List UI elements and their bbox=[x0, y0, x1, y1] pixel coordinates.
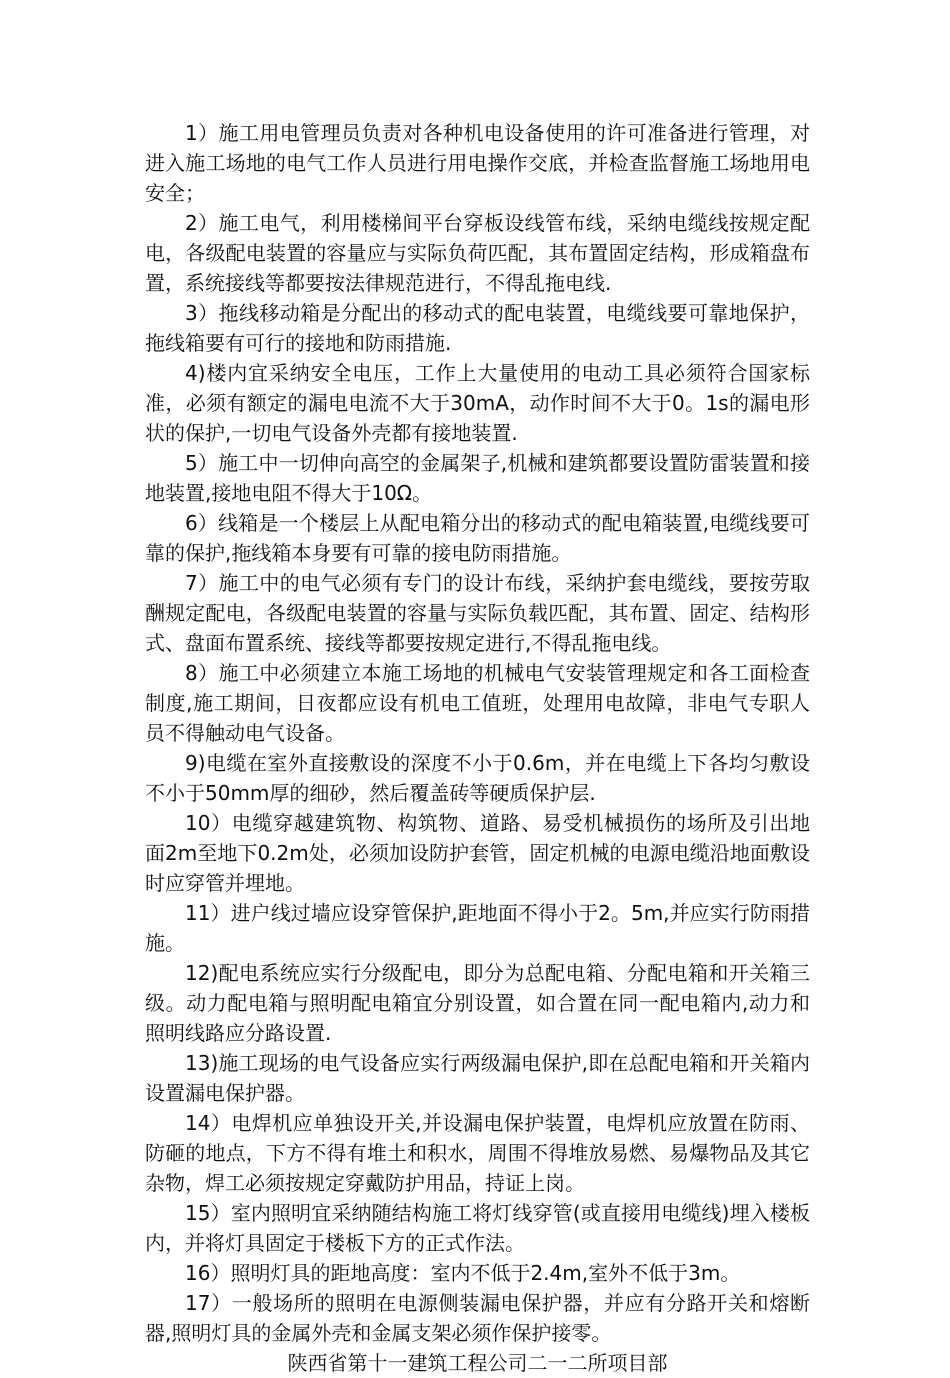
document-footer: 陕西省第十一建筑工程公司二一二所项目部 bbox=[287, 1351, 668, 1375]
paragraph-15: 15）室内照明宜采纳随结构施工将灯线穿管(或直接用电缆线)埋入楼板内，并将灯具固定于楼板下方的正式作法。 bbox=[145, 1201, 810, 1255]
paragraph-11: 11）进户线过墙应设穿管保护,距地面不得小于2。5m,并应实行防雨措施。 bbox=[145, 901, 810, 955]
paragraph-13: 13)施工现场的电气设备应实行两级漏电保护,即在总配电箱和开关箱内设置漏电保护器。 bbox=[145, 1051, 810, 1105]
document-body bbox=[145, 118, 810, 1378]
paragraph-9: 9)电缆在室外直接敷设的深度不小于0.6m，并在电缆上下各均匀敷设不小于50mm厚的细砂，然后覆盖砖等硬质保护层. bbox=[145, 751, 810, 805]
paragraph-17: 17）一般场所的照明在电源侧装漏电保护器，并应有分路开关和熔断器,照明灯具的金属外壳和金属支架必须作保护接零。 bbox=[145, 1291, 810, 1345]
paragraph-3: 3）拖线移动箱是分配出的移动式的配电装置，电缆线要可靠地保护，拖线箱要有可行的接地和防雨措施. bbox=[145, 301, 810, 355]
paragraph-5: 5）施工中一切伸向高空的金属架子,机械和建筑都要设置防雷装置和接地装置,接地电阻不得大于10Ω。 bbox=[145, 451, 810, 505]
paragraph-4: 4)楼内宜采纳安全电压，工作上大量使用的电动工具必须符合国家标准，必须有额定的漏电电流不大于30mA，动作时间不大于0。1s的漏电形状的保护,一切电气设备外壳都有接地装置. bbox=[145, 361, 810, 445]
paragraph-2: 2）施工电气，利用楼梯间平台穿板设线管布线，采纳电缆线按规定配电，各级配电装置的容量应与实际负荷匹配，其布置固定结构，形成箱盘布置，系统接线等都要按法律规范进行，不得乱拖电线. bbox=[145, 211, 810, 295]
paragraph-16: 16）照明灯具的距地高度：室内不低于2.4m,室外不低于3m。 bbox=[185, 1261, 741, 1285]
paragraph-12: 12)配电系统应实行分级配电，即分为总配电箱、分配电箱和开关箱三级。动力配电箱与照明配电箱宜分别设置，如合置在同一配电箱内,动力和照明线路应分路设置. bbox=[145, 961, 810, 1045]
paragraph-7: 7）施工中的电气必须有专门的设计布线，采纳护套电缆线，要按劳取酬规定配电，各级配电装置的容量与实际负载匹配，其布置、固定、结构形式、盘面布置系统、接线等都要按规定进行,不得乱拖电线。 bbox=[145, 571, 810, 655]
paragraph-8: 8）施工中必须建立本施工场地的机械电气安装管理规定和各工面检查制度,施工期间，日夜都应设有机电工值班，处理用电故障，非电气专职人员不得触动电气设备。 bbox=[145, 661, 810, 745]
paragraph-6: 6）线箱是一个楼层上从配电箱分出的移动式的配电箱装置,电缆线要可靠的保护,拖线箱本身要有可靠的接电防雨措施。 bbox=[145, 511, 810, 565]
paragraph-10: 10）电缆穿越建筑物、构筑物、道路、易受机械损伤的场所及引出地面2m至地下0.2m处，必须加设防护套管，固定机械的电源电缆沿地面敷设时应穿管并埋地。 bbox=[145, 811, 810, 895]
paragraph-1: 1）施工用电管理员负责对各种机电设备使用的许可准备进行管理，对进入施工场地的电气工作人员进行用电操作交底，并检查监督施工场地用电安全； bbox=[145, 121, 810, 205]
paragraph-14: 14）电焊机应单独设开关,并设漏电保护装置，电焊机应放置在防雨、防砸的地点，下方不得有堆土和积水，周围不得堆放易燃、易爆物品及其它杂物，焊工必须按规定穿戴防护用品，持证上岗。 bbox=[145, 1111, 810, 1195]
